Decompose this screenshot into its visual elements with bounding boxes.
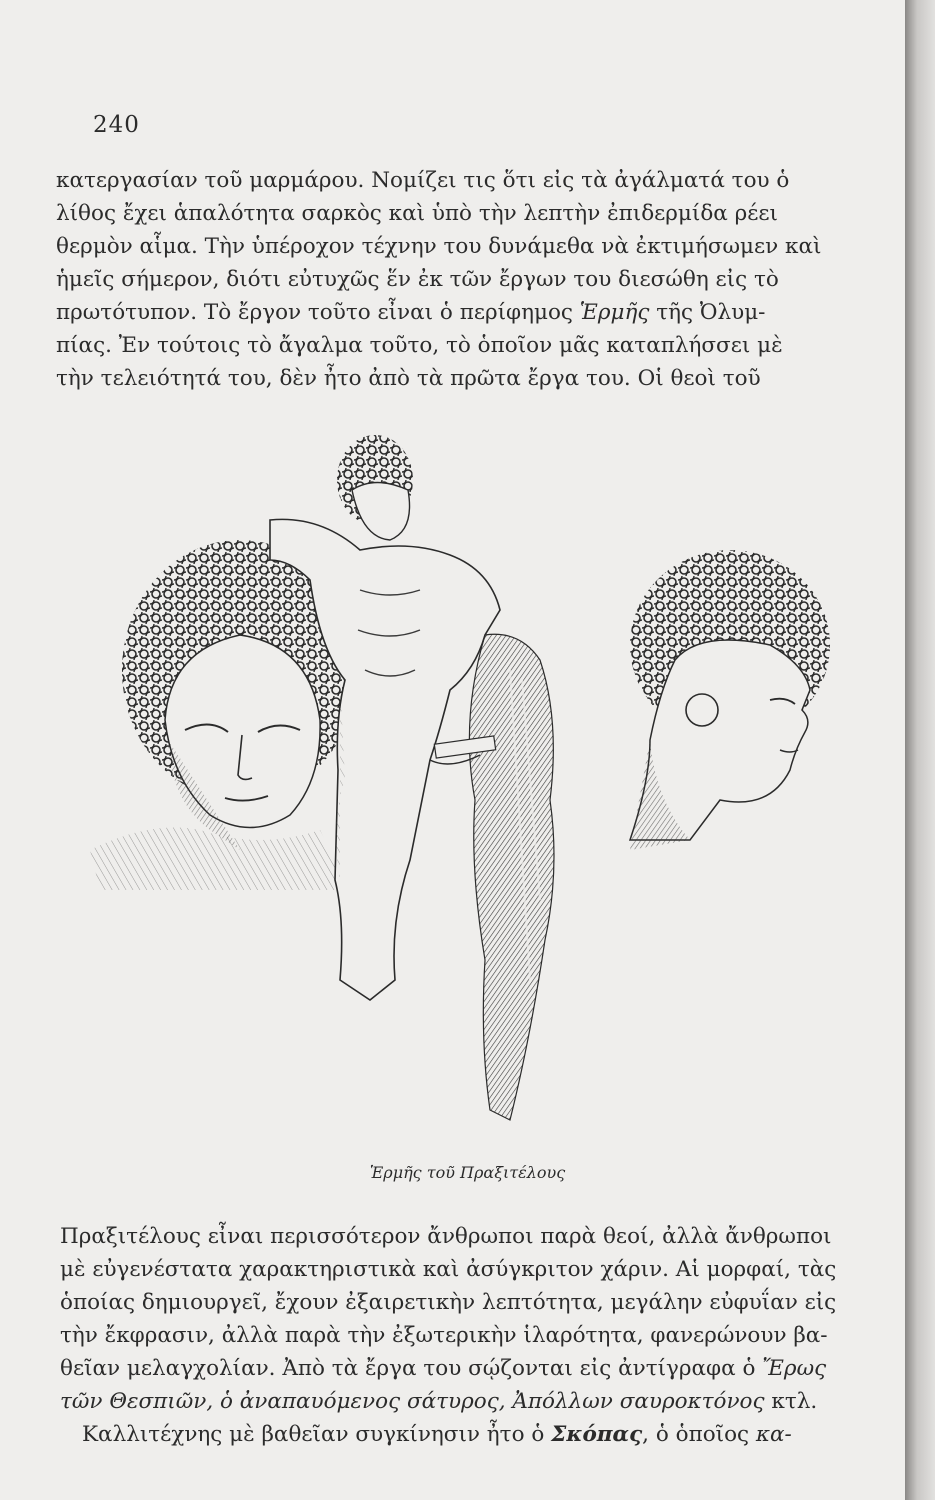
- text-line: μὲ εὐγενέστατα χαρακτηριστικὰ καὶ ἀσύγκριτον χάριν. Αἱ μορφαί, τὰς: [60, 1257, 837, 1282]
- text-line: πρωτότυπον. Τὸ ἔργον τοῦτο εἶναι ὁ περίφημος Ἑρμῆς τῆς Ὀλυμ-: [56, 300, 766, 325]
- text-line: τὴν ἔκφρασιν, ἀλλὰ παρὰ τὴν ἐξωτερικὴν ἱλαρότητα, φανερώνουν βα-: [60, 1323, 828, 1348]
- text-line: τὴν τελειότητά του, δὲν ἦτο ἀπὸ τὰ πρῶτα ἔργα του. Οἱ θεοὶ τοῦ: [56, 366, 761, 391]
- page-edge-shadow: [905, 0, 935, 1500]
- figure-caption: Ἑρμῆς τοῦ Πραξιτέλους: [369, 1163, 566, 1182]
- text-line: Καλλιτέχνης μὲ βαθεῖαν συγκίνησιν ἦτο ὁ Σκόπας, ὁ ὁποῖος κα-: [82, 1422, 792, 1447]
- text-line: ὁποίας δημιουργεῖ, ἔχουν ἐξαιρετικὴν λεπτότητα, μεγάλην εὐφυΐαν εἰς: [60, 1290, 837, 1315]
- text-line: θεῖαν μελαγχολίαν. Ἀπὸ τὰ ἔργα του σῴζονται εἰς ἀντίγραφα ὁ Ἔρως: [60, 1356, 827, 1381]
- hermes-engraving-illustration: [90, 420, 870, 1140]
- text-line: θερμὸν αἷμα. Τὴν ὑπέροχον τέχνην του δυνάμεθα νὰ ἐκτιμήσωμεν καὶ: [56, 234, 822, 259]
- lower-paragraph: [60, 1220, 860, 1451]
- text-line: ἡμεῖς σήμερον, διότι εὐτυχῶς ἕν ἐκ τῶν ἔργων του διεσώθη εἰς τὸ: [56, 267, 779, 292]
- text-line: τῶν Θεσπιῶν, ὁ ἀναπαυόμενος σάτυρος, Ἀπόλλων σαυροκτόνος κτλ.: [60, 1389, 818, 1414]
- upper-paragraph: [56, 164, 862, 395]
- right-head-drawing: [630, 550, 830, 850]
- text-line: πίας. Ἐν τούτοις τὸ ἄγαλμα τοῦτο, τὸ ὁποῖον μᾶς καταπλήσσει μὲ: [56, 333, 783, 358]
- text-line: κατεργασίαν τοῦ μαρμάρου. Νομίζει τις ὅτι εἰς τὰ ἀγάλματά του ὁ: [56, 168, 790, 193]
- page-number: 240: [93, 112, 140, 138]
- text-line: λίθος ἔχει ἁπαλότητα σαρκὸς καὶ ὑπὸ τὴν λεπτὴν ἐπιδερμίδα ρέει: [56, 201, 778, 226]
- text-line: Πραξιτέλους εἶναι περισσότερον ἄνθρωποι παρὰ θεοί, ἀλλὰ ἄνθρωποι: [60, 1224, 832, 1249]
